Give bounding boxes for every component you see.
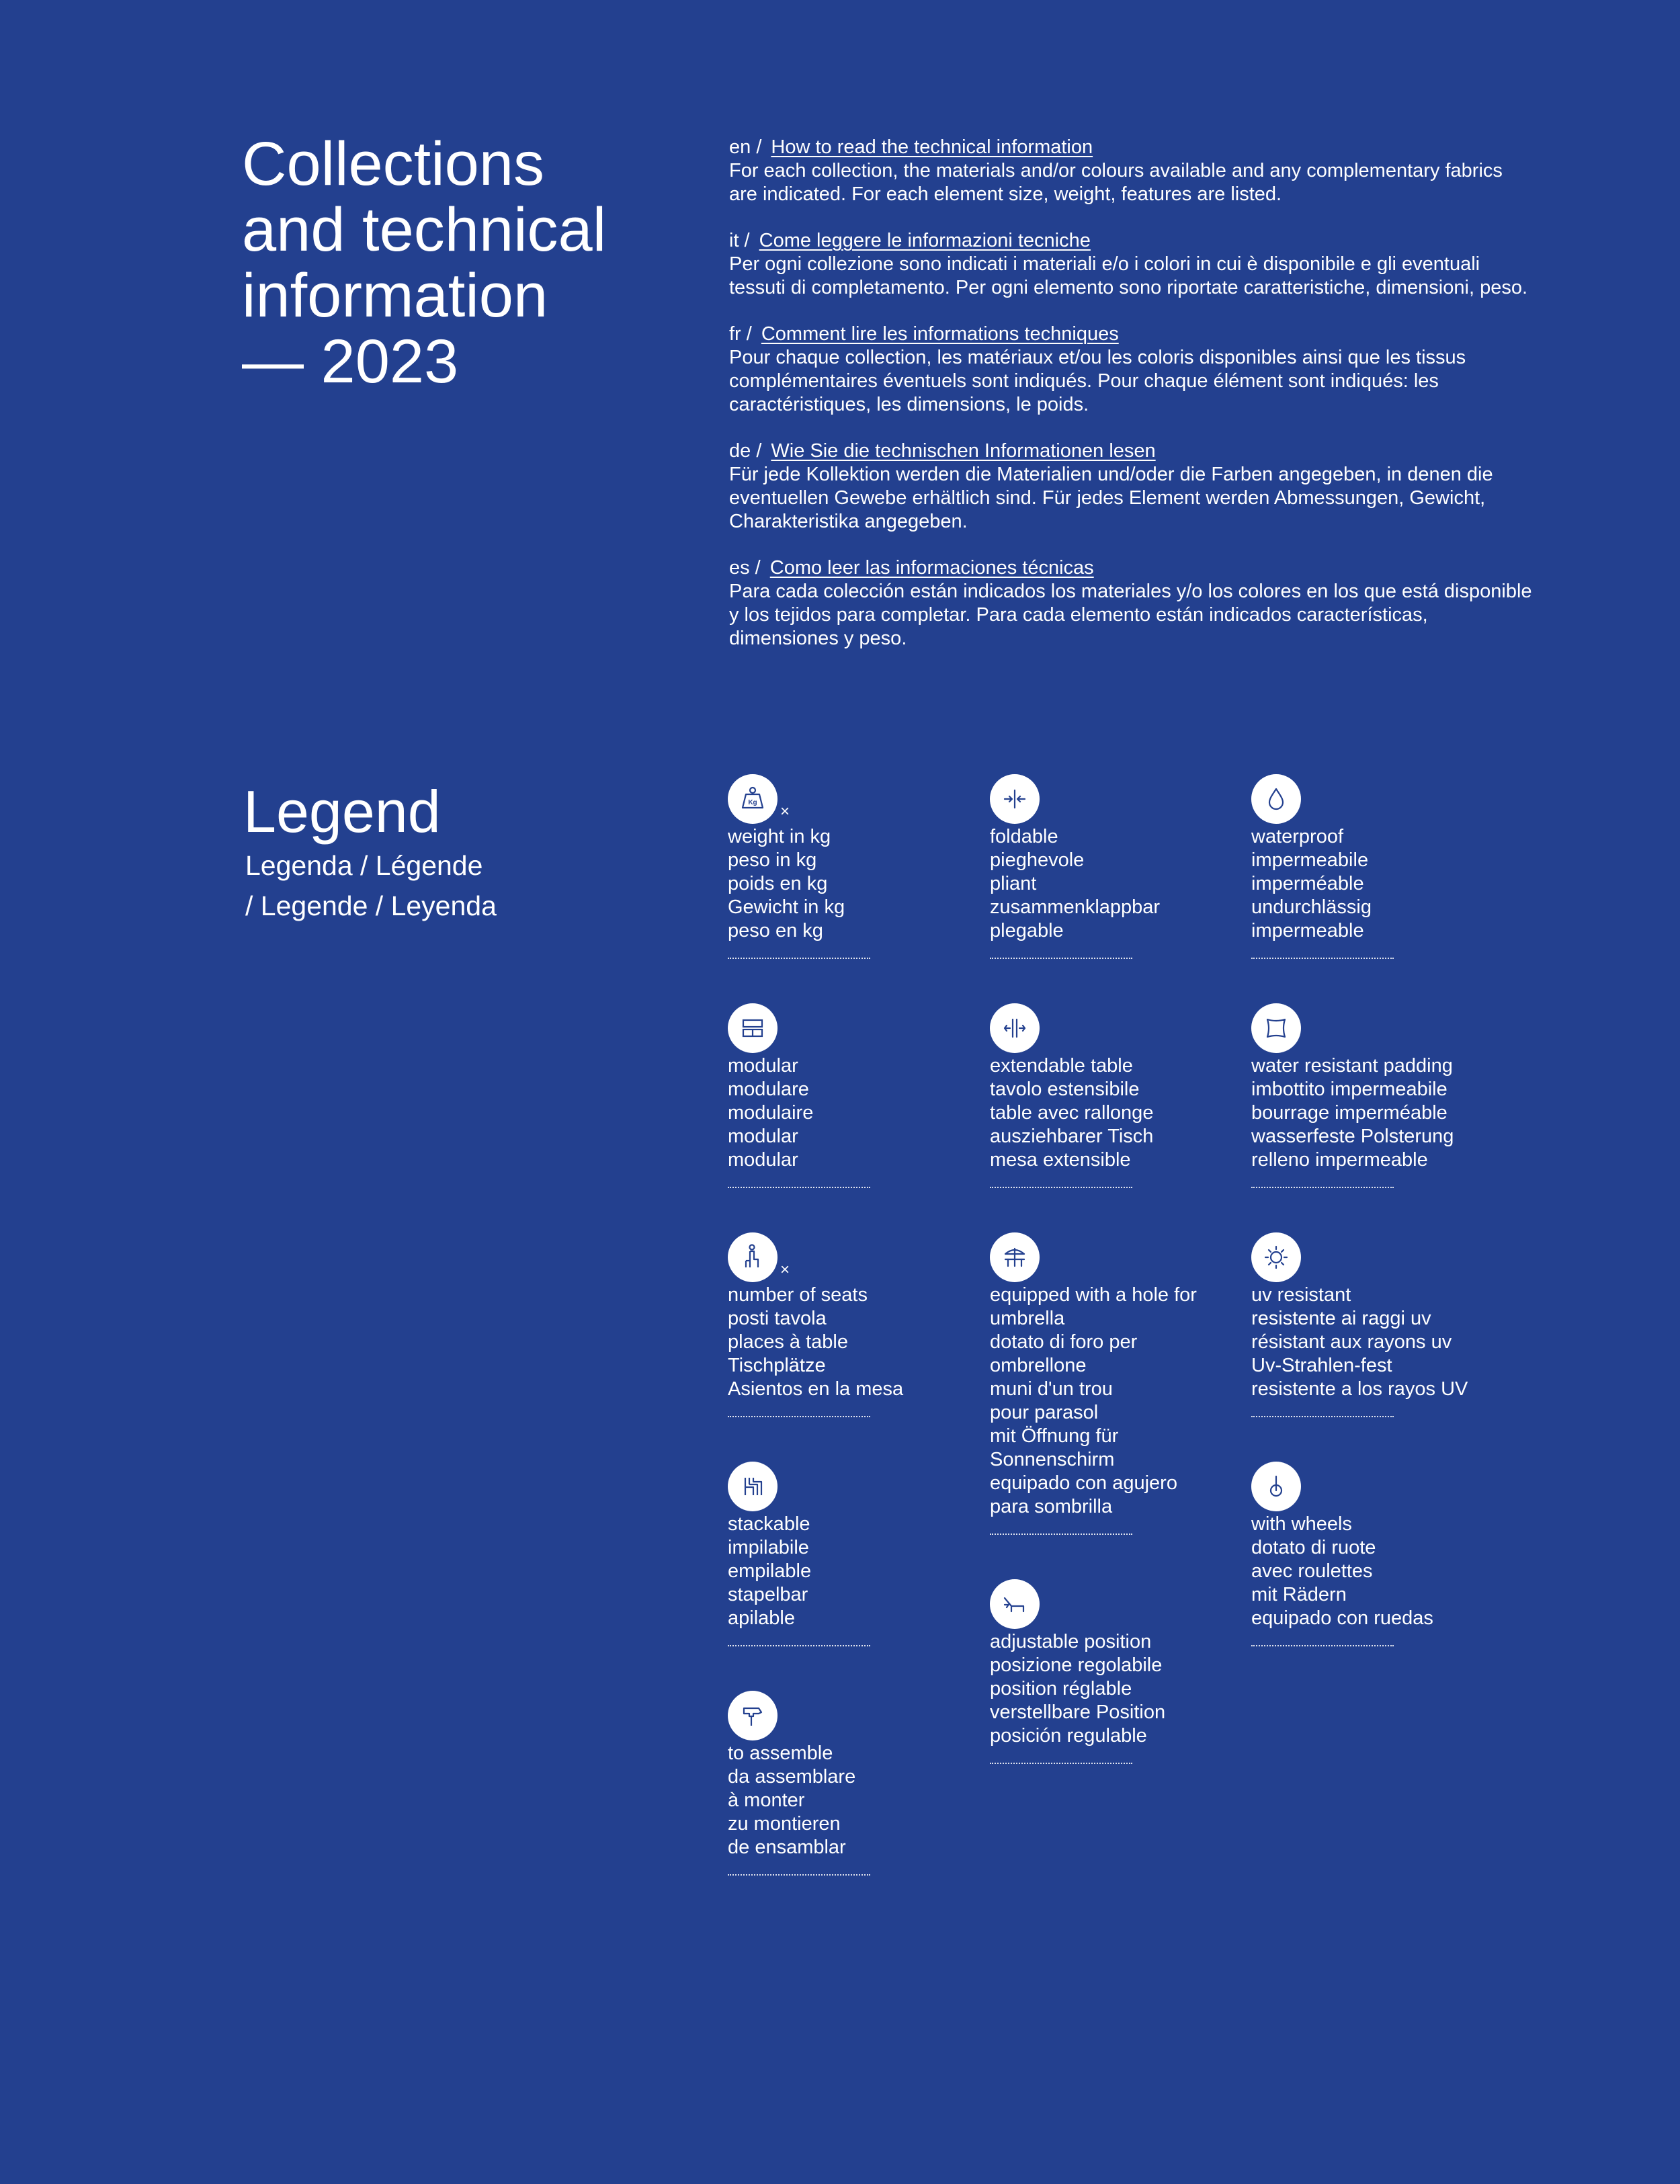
legend-label: wasserfeste Polsterung (1251, 1126, 1454, 1147)
legend-label: waterproof (1251, 826, 1344, 847)
legend-item-adjustable-position (990, 1579, 1232, 1764)
legend-label: places à table (728, 1331, 848, 1353)
dotted-divider (728, 1187, 870, 1188)
info-heading-link[interactable]: Comment lire les informations techniques (761, 323, 1119, 345)
legend-label: resistente a los rayos UV (1251, 1378, 1468, 1400)
legend-label: pliant (990, 873, 1037, 894)
legend-item-extendable-table (990, 1003, 1232, 1188)
info-heading-link[interactable]: How to read the technical information (771, 136, 1093, 158)
icon-wrap (990, 1579, 1070, 1629)
language-code: de / (729, 440, 762, 462)
dotted-divider (728, 1645, 870, 1646)
legend-label: peso in kg (728, 849, 817, 871)
language-code: es / (729, 557, 761, 579)
legend-item-weight (728, 774, 970, 959)
legend-subtitle (245, 845, 595, 926)
legend-label: weight in kg (728, 826, 831, 847)
legend-labels (990, 1054, 1232, 1172)
legend-label: dotato di foro per (990, 1331, 1138, 1353)
legend-label: à monter (728, 1790, 805, 1811)
legend-label: adjustable position (990, 1631, 1152, 1652)
legend-labels (1251, 1513, 1493, 1630)
legend-label: Gewicht in kg (728, 896, 845, 918)
legend-item-modular (728, 1003, 970, 1188)
language-code: it / (729, 230, 750, 251)
legend-column-1 (728, 774, 970, 1920)
dotted-divider (1251, 1645, 1394, 1646)
legend-label: apilable (728, 1607, 795, 1629)
icon-wrap (1251, 1462, 1332, 1511)
technical-info-section (729, 136, 1536, 673)
legend-label: water resistant padding (1251, 1055, 1453, 1077)
legend-label: Asientos en la mesa (728, 1378, 904, 1400)
legend-labels (728, 1742, 970, 1859)
dotted-divider (1251, 1416, 1394, 1417)
legend-label: avec roulettes (1251, 1560, 1373, 1582)
info-heading-link[interactable]: Wie Sie die technischen Informationen lesen (771, 440, 1156, 462)
dotted-divider (990, 1187, 1132, 1188)
info-heading-link[interactable]: Come leggere le informazioni tecniche (759, 230, 1091, 251)
foldable-icon (990, 774, 1040, 824)
dotted-divider (728, 1874, 870, 1876)
legend-label: modular (728, 1055, 798, 1077)
legend-label: modular (728, 1126, 798, 1147)
legend-item-assemble (728, 1691, 970, 1876)
legend-subtitle-line: / Legende / Leyenda (245, 890, 497, 921)
adjustable-position-icon (990, 1579, 1040, 1629)
legend-label: dotato di ruote (1251, 1537, 1376, 1558)
legend-label: pieghevole (990, 849, 1085, 871)
legend-label: posti tavola (728, 1308, 827, 1329)
title-line: Collections (242, 130, 544, 198)
legend-label: imperméable (1251, 873, 1364, 894)
title-line: and technical (242, 196, 607, 264)
info-body: Per ogni collezione sono indicati i materiali e/o i colori in cui è disponibile e gli eventuali tessuti di completamento. Per ogni elemento sono riportate caratteristiche, dimensioni, peso. (729, 253, 1528, 298)
legend-item-seats (728, 1232, 970, 1417)
svg-text:Kg: Kg (748, 799, 757, 806)
legend-label: resistente ai raggi uv (1251, 1308, 1431, 1329)
dotted-divider (990, 1763, 1132, 1764)
info-body: Para cada colección están indicados los materiales y/o los colores en los que está disponible y los tejidos para completar. Para cada elemento están indicados características, dimensiones y peso. (729, 581, 1532, 649)
legend-label: plegable (990, 920, 1064, 941)
umbrella-hole-icon (990, 1232, 1040, 1282)
multiplier-sign: × (780, 1261, 790, 1279)
legend-label: Tischplätze (728, 1355, 826, 1376)
info-block-it (729, 229, 1536, 300)
legend-label: pour parasol (990, 1402, 1099, 1423)
legend-label: Uv-Strahlen-fest (1251, 1355, 1392, 1376)
legend-label: equipado con ruedas (1251, 1607, 1433, 1629)
legend-label: bourrage imperméable (1251, 1102, 1447, 1124)
stackable-icon (728, 1462, 778, 1511)
info-block-de (729, 439, 1536, 534)
legend-label: relleno impermeable (1251, 1149, 1428, 1171)
legend-label: de ensamblar (728, 1837, 846, 1858)
icon-wrap (728, 1691, 808, 1740)
legend-item-umbrella-hole (990, 1232, 1232, 1535)
wheels-icon (1251, 1462, 1301, 1511)
legend-item-waterproof (1251, 774, 1493, 959)
seat-icon (728, 1232, 778, 1282)
dotted-divider (728, 958, 870, 959)
info-heading-row (729, 229, 1536, 253)
legend-labels (990, 1630, 1232, 1748)
legend-label: position réglable (990, 1678, 1132, 1699)
legend-label: foldable (990, 826, 1058, 847)
waterproof-icon (1251, 774, 1301, 824)
legend-label: tavolo estensibile (990, 1079, 1140, 1100)
legend-label: ausziehbarer Tisch (990, 1126, 1154, 1147)
legend-label: stapelbar (728, 1584, 808, 1605)
dotted-divider (728, 1416, 870, 1417)
legend-label: impilabile (728, 1537, 809, 1558)
legend-title: Legend (243, 778, 441, 845)
legend-label: muni d'un trou (990, 1378, 1113, 1400)
legend-labels (728, 1513, 970, 1630)
icon-wrap (990, 1003, 1070, 1053)
legend-label: number of seats (728, 1284, 868, 1306)
water-resistant-padding-icon (1251, 1003, 1301, 1053)
uv-resistant-icon (1251, 1232, 1301, 1282)
info-block-es (729, 556, 1536, 650)
language-code: en / (729, 136, 762, 158)
dotted-divider (990, 958, 1132, 959)
legend-labels (728, 825, 970, 943)
language-code: fr / (729, 323, 752, 345)
icon-wrap (1251, 1003, 1332, 1053)
legend-label: extendable table (990, 1055, 1133, 1077)
legend-column-2 (990, 774, 1232, 1808)
legend-label: Sonnenschirm (990, 1449, 1115, 1470)
legend-label: modulare (728, 1079, 809, 1100)
legend-label: equipped with a hole for (990, 1284, 1197, 1306)
legend-item-stackable (728, 1462, 970, 1646)
info-heading-row (729, 439, 1536, 463)
legend-label: table avec rallonge (990, 1102, 1154, 1124)
legend-labels (1251, 825, 1493, 943)
legend-label: to assemble (728, 1742, 833, 1764)
legend-label: modulaire (728, 1102, 814, 1124)
info-heading-link[interactable]: Como leer las informaciones técnicas (769, 557, 1094, 579)
legend-label: poids en kg (728, 873, 828, 894)
legend-label: empilable (728, 1560, 812, 1582)
legend-label: mit Rädern (1251, 1584, 1347, 1605)
legend-item-uv-resistant (1251, 1232, 1493, 1417)
weight-icon (728, 774, 778, 824)
title-line: — 2023 (242, 327, 459, 396)
icon-wrap (1251, 774, 1332, 824)
info-block-fr (729, 323, 1536, 417)
info-heading-row (729, 323, 1536, 346)
legend-label: posizione regolabile (990, 1654, 1163, 1676)
legend-label: résistant aux rayons uv (1251, 1331, 1452, 1353)
legend-label: uv resistant (1251, 1284, 1351, 1306)
legend-label: with wheels (1251, 1513, 1352, 1535)
legend-label: mit Öffnung für (990, 1425, 1119, 1447)
legend-item-wheels (1251, 1462, 1493, 1646)
assemble-icon (728, 1691, 778, 1740)
info-body: For each collection, the materials and/or colours available and any complementary fabrics are indicated. For each element size, weight, features are listed. (729, 160, 1503, 205)
legend-label: modular (728, 1149, 798, 1171)
legend-label: zusammenklappbar (990, 896, 1161, 918)
info-body: Pour chaque collection, les matériaux et/ou les coloris disponibles ainsi que les tissus complémentaires éventuels sont indiqués. Pour chaque élément sont indiqués: les caractéristiques, les dimensions, le poids. (729, 347, 1466, 415)
legend-subtitle-line: Legenda / Légende (245, 850, 483, 881)
legend-label: ombrellone (990, 1355, 1087, 1376)
title-line: information (242, 261, 548, 330)
legend-label: imbottito impermeabile (1251, 1079, 1447, 1100)
legend-labels (1251, 1054, 1493, 1172)
legend-label: zu montieren (728, 1813, 841, 1835)
dotted-divider (990, 1534, 1132, 1535)
legend-label: equipado con agujero (990, 1472, 1177, 1494)
legend-label: peso en kg (728, 920, 823, 941)
multiplier-sign: × (780, 802, 790, 821)
dotted-divider (1251, 958, 1394, 959)
icon-wrap (990, 774, 1070, 824)
legend-label: para sombrilla (990, 1496, 1113, 1517)
icon-wrap (728, 1003, 808, 1053)
legend-labels (1251, 1284, 1493, 1401)
info-heading-row (729, 556, 1536, 580)
info-heading-row (729, 136, 1536, 159)
legend-label: da assemblare (728, 1766, 856, 1788)
legend-label: verstellbare Position (990, 1702, 1166, 1723)
legend-labels (990, 1284, 1232, 1519)
legend-label: impermeabile (1251, 849, 1369, 871)
icon-wrap (728, 774, 808, 824)
info-block-en (729, 136, 1536, 206)
legend-item-water-resistant-padding (1251, 1003, 1493, 1188)
info-body: Für jede Kollektion werden die Materialien und/oder die Farben angegeben, in denen die eventuellen Gewebe erhältlich sind. Für jedes Element werden Abmessungen, Gewicht, Charakteristika angegeben. (729, 464, 1493, 532)
legend-labels (728, 1054, 970, 1172)
page-title (242, 131, 618, 394)
legend-item-foldable (990, 774, 1232, 959)
icon-wrap (990, 1232, 1070, 1282)
dotted-divider (1251, 1187, 1394, 1188)
legend-column-3 (1251, 774, 1493, 1691)
modular-icon (728, 1003, 778, 1053)
extendable-table-icon (990, 1003, 1040, 1053)
legend-label: mesa extensible (990, 1149, 1131, 1171)
icon-wrap (728, 1232, 808, 1282)
icon-wrap (728, 1462, 808, 1511)
legend-label: posición regulable (990, 1725, 1147, 1747)
legend-label: undurchlässig (1251, 896, 1372, 918)
legend-labels (990, 825, 1232, 943)
legend-label: impermeable (1251, 920, 1364, 941)
icon-wrap (1251, 1232, 1332, 1282)
legend-label: umbrella (990, 1308, 1065, 1329)
legend-labels (728, 1284, 970, 1401)
legend-label: stackable (728, 1513, 810, 1535)
